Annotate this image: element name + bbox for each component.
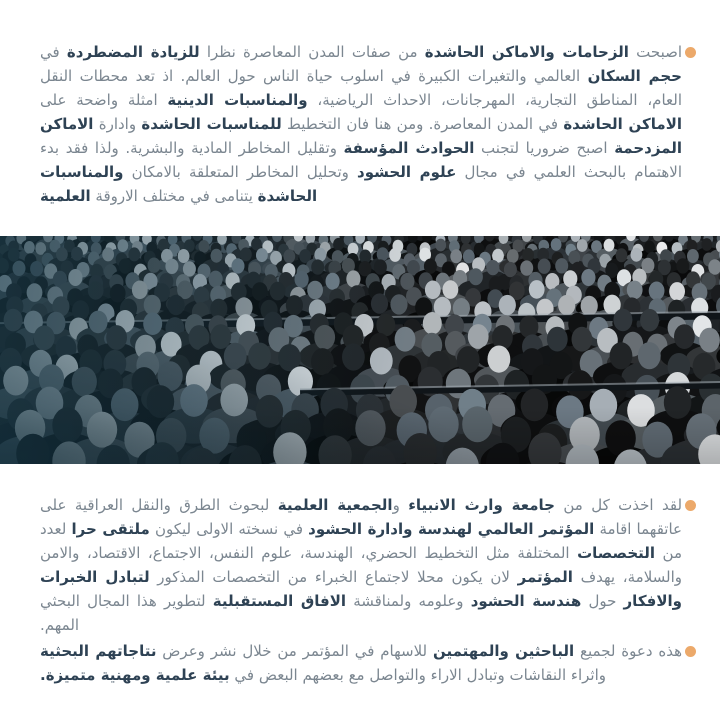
- bullet-icon: [685, 500, 696, 511]
- intro-paragraph: [40, 40, 682, 208]
- invitation-paragraph: [40, 639, 682, 687]
- bullet-icon: [685, 47, 696, 58]
- intro-paragraph-text: اصبحت الزحامات والاماكن الحاشدة من صفات المدن المعاصرة نظرا للزيادة المضطردة في حجم السكان العالمي والتغيرات الكبيرة في اسلوب حياة الناس حول العالم. اذ تعد محطات النقل العام، المناطق التجارية، المهرجانات، الاحداث الرياضية، والمناسبات الدينية امثلة واضحة على الاماكن الحاشدة في المدن المعاصرة. ومن هنا فان التخطيط للمناسبات الحاشدة وادارة الاماكن المزدحمة اصبح ضروريا لتجنب الحوادث المؤسفة وتقليل المخاطر المادية والبشرية. ولذا فقد بدء الاهتمام بالبحث العلمي في مجال علوم الحشود وتحليل المخاطر المتعلقة بالامكان والمناسبات الحاشدة يتنامى في مختلف الاروقة العلمية: [40, 43, 683, 205]
- crowd-photo-canvas: [0, 236, 720, 464]
- invitation-paragraph-text: هذه دعوة لجميع الباحثين والمهتمين للاسهام في المؤتمر من خلال نشر وعرض نتاجاتهم البحثية واثراء النقاشات وتبادل الاراء والتواصل مع بعضهم البعض في بيئة علمية ومهنية متميزة.: [40, 642, 682, 684]
- bullet-icon: [685, 646, 696, 657]
- conference-paragraph-text: لقد اخذت كل من جامعة وارث الانبياء والجمعية العلمية لبحوث الطرق والنقل العراقية على عاتقهما اقامة المؤتمر العالمي لهندسة وادارة الحشود في نسخته الاولى ليكون ملتقى حرا لعدد من التخصصات المختلفة مثل التخطيط الحضري، الهندسة، علوم النفس، الاجتماع، الاقتصاد، والامن والسلامة، يهدف المؤتمر لان يكون محلا لاجتماع الخبراء من التخصصات المذكور لتبادل الخبرات والافكار حول هندسة الحشود وعلومه ولمناقشة الافاق المستقبلية لتطوير هذا المجال البحثي المهم.: [40, 496, 683, 634]
- conference-paragraph: [40, 493, 682, 637]
- crowd-photo: [0, 236, 720, 464]
